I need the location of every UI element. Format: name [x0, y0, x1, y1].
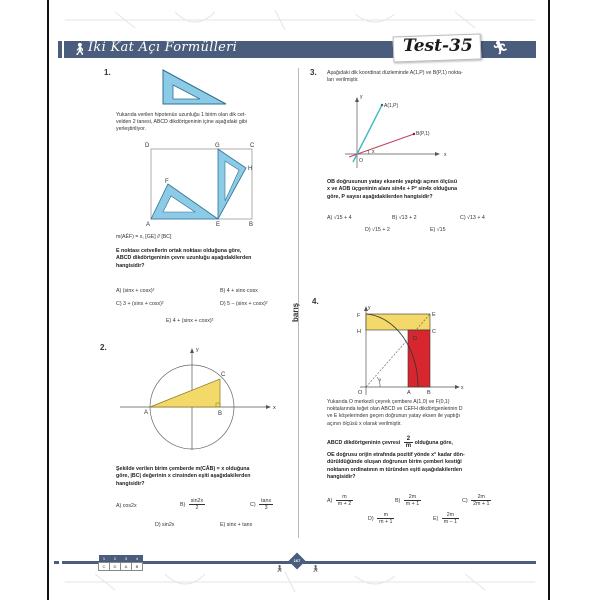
q4-option-c-prefix: C): [462, 497, 468, 504]
q1-option-b[interactable]: B) 4 + sinx·cosx: [220, 288, 258, 294]
label-x: x: [444, 152, 447, 158]
label-G: G: [215, 143, 220, 149]
q4-option-a[interactable]: [327, 494, 353, 507]
label-F: F: [165, 179, 169, 185]
question-1-number: 1.: [104, 68, 111, 77]
q3-option-d[interactable]: D) √15 + 2: [365, 227, 390, 233]
test-label: Test-35: [403, 36, 473, 56]
question-3-intro: Aşağıdaki dik koordinat düzleminde A(1,P) ve B(P,1) nokta- ları verilmiştir.: [327, 70, 463, 84]
unit-circle-figure: [120, 345, 280, 450]
q4-option-d-prefix: D): [368, 515, 374, 522]
q3-option-b[interactable]: B) √13 + 2: [392, 215, 417, 221]
q4-option-e-prefix: E): [433, 515, 439, 522]
answer-key-number: 3: [121, 555, 132, 563]
footer-dash: [54, 561, 59, 564]
page-border-left: [47, 0, 49, 600]
label-angle-x: x: [372, 149, 375, 155]
question-4-number: 4.: [312, 297, 319, 306]
coordinate-plane-figure: [345, 96, 455, 171]
q4-option-c-den: 2m + 1: [473, 501, 490, 507]
question-4-intro: Yukarıda O merkezli çeyrek çembere A(1,0) ve F(0,1) noktalarında teğet olan ABCD ve CEFH dikdörtgenlerinin D ve E köşelerinden geçen doğrunun yatay eksen ile yaptığı açının ölçüsü x olarak verilmiştir.: [327, 399, 463, 427]
q4-given-den: m: [405, 443, 412, 449]
label-B: B: [427, 390, 431, 396]
q1-option-d[interactable]: D) 5 – (sinx + cosx)²: [220, 301, 268, 307]
decorative-pattern-top: [55, 8, 545, 33]
q4-option-c-num: 2m: [471, 494, 491, 501]
answer-key-answer: B: [132, 563, 143, 571]
q2-option-c-num: tanx: [261, 498, 272, 504]
q3-option-c[interactable]: C) √13 + 4: [460, 215, 485, 221]
label-x: x: [461, 385, 464, 391]
page-number: 167: [293, 558, 301, 563]
label-E: E: [216, 222, 221, 228]
label-H: H: [248, 166, 253, 172]
question-4-text: OE doğrusu orijin etrafında pozitif yönde x° kadar dön- dürüldüğünde oluşan doğrunun birim çemberi kestiği noktanın ordinatının m türünden eşiti aşağıdakilerden hangisidir?: [327, 452, 465, 481]
q4-option-b-prefix: B): [395, 497, 401, 504]
q4-option-a-prefix: A): [327, 497, 333, 504]
q4-option-b-num: 2m: [404, 494, 421, 501]
runner-figure-icon: 🏃︎: [492, 40, 509, 55]
question-3-text: OB doğrusunun yatay eksenle yaptığı açının ölçüsü x ve AOB üçgeninin alanı sin4x + P² sin4x olduğuna göre, P sayısı aşağıdakilerden hangisidir?: [327, 179, 458, 200]
q3-option-a[interactable]: A) √15 + 4: [327, 215, 352, 221]
label-angle-x: x: [379, 377, 382, 382]
label-D: D: [145, 143, 150, 149]
question-4-given: [327, 436, 453, 449]
label-C: C: [250, 143, 255, 149]
q1-option-c[interactable]: C) 3 + (sinx + cosx)²: [116, 301, 164, 307]
label-y: y: [360, 94, 363, 100]
label-F: F: [357, 313, 361, 319]
q2-option-b-num: sin2x: [190, 498, 204, 504]
answer-key-number: 2: [110, 555, 121, 563]
question-1-text: E noktası cetvellerin ortak noktası olduğuna göre, ABCD dikdörtgeninin çevre uzunluğu aşağıdakilerden hangisidir?: [116, 248, 252, 269]
answer-key-number: 1: [99, 555, 110, 563]
label-B: B: [218, 411, 223, 417]
figure-left-icon: 🚶︎: [275, 566, 284, 573]
rectangle-abcd-figure: [145, 141, 260, 226]
label-B: B(P,1): [416, 131, 430, 137]
answer-key-answer: C: [99, 563, 110, 571]
question-3-number: 3.: [310, 68, 317, 77]
label-A: A: [146, 222, 151, 228]
label-C: C: [432, 329, 436, 335]
q2-option-b-den: 2: [195, 505, 199, 511]
q3-option-e[interactable]: E) √15: [430, 227, 446, 233]
label-E: E: [432, 312, 436, 318]
question-2-text: Şekilde verilen birim çemberde m(CÂB) = x olduğuna göre, |BC| değerinin x cinsinden eşiti aşağıdakilerden hangisidir?: [116, 466, 251, 487]
figure-right-icon: 🚶︎: [311, 566, 320, 573]
q2-option-c-den: 3: [264, 505, 268, 511]
q2-option-e[interactable]: E) sinx + tanx: [220, 522, 253, 528]
q4-option-c[interactable]: [462, 494, 491, 507]
question-1-intro: Yukarıda verilen hipotenüs uzunluğu 1 birim olan dik cet- velden 2 tanesi, ABCD dikdörtgeninin içine aşağıdaki gibi yerleştiriliyor.: [116, 112, 247, 133]
q2-option-c[interactable]: [250, 498, 273, 511]
q4-given-suffix: olduğuna göre,: [414, 439, 453, 446]
label-H: H: [357, 329, 361, 335]
label-x: x: [273, 405, 276, 411]
quarter-circle-figure: [355, 305, 465, 395]
q1-option-a[interactable]: A) (sinx + cosx)²: [116, 288, 155, 294]
answer-key-table: [98, 555, 143, 571]
stick-figure-icon: 🚶︎: [72, 42, 88, 56]
page-title: İki Kat Açı Formülleri: [88, 40, 238, 55]
label-A: A(1,P): [384, 103, 399, 109]
label-D: D: [413, 336, 417, 342]
q4-option-e-num: 2m: [442, 512, 459, 519]
label-y: y: [196, 347, 199, 353]
ruler-triangle-figure: [160, 68, 230, 108]
q4-option-e-den: m – 1: [443, 519, 458, 525]
q2-option-a[interactable]: A) cos2x: [116, 503, 137, 509]
label-y: y: [368, 305, 371, 311]
label-O: O: [359, 158, 363, 164]
q4-option-b-den: m + 1: [405, 501, 420, 507]
label-C: C: [221, 372, 226, 378]
q1-option-e[interactable]: E) 4 + (sinx + cosx)²: [166, 318, 214, 324]
decorative-pattern-bottom: [55, 570, 545, 595]
label-O: O: [358, 390, 363, 396]
q4-option-a-num: m: [336, 494, 353, 501]
q4-option-d-den: m + 1: [379, 519, 393, 525]
answer-key-number: 4: [132, 555, 143, 563]
page-border-right: [548, 0, 550, 600]
q4-option-e[interactable]: [433, 512, 459, 525]
q2-option-c-prefix: C): [250, 501, 256, 508]
q2-option-d[interactable]: D) sin2x: [155, 522, 175, 528]
q2-option-b[interactable]: [180, 498, 205, 511]
label-A: A: [144, 410, 149, 416]
q4-option-d[interactable]: [368, 512, 394, 525]
q4-option-a-den: m + 2: [337, 501, 352, 507]
label-B: B: [249, 222, 254, 228]
vertical-publisher-label: barış: [291, 302, 300, 322]
answer-key-answer: D: [110, 563, 121, 571]
header-cap: [58, 41, 64, 58]
q4-option-b[interactable]: [395, 494, 421, 507]
q4-given-num: 2: [404, 436, 413, 443]
question-2-number: 2.: [100, 343, 107, 352]
question-1-given: m(AÊF) = x, [GE] // [BC]: [116, 234, 172, 240]
q2-option-b-prefix: B): [180, 501, 186, 508]
q4-option-d-num: m: [377, 512, 394, 519]
label-A: A: [407, 390, 411, 396]
answer-key-answer: A: [121, 563, 132, 571]
q4-given-prefix: ABCD dikdörtgeninin çevresi: [327, 439, 401, 446]
